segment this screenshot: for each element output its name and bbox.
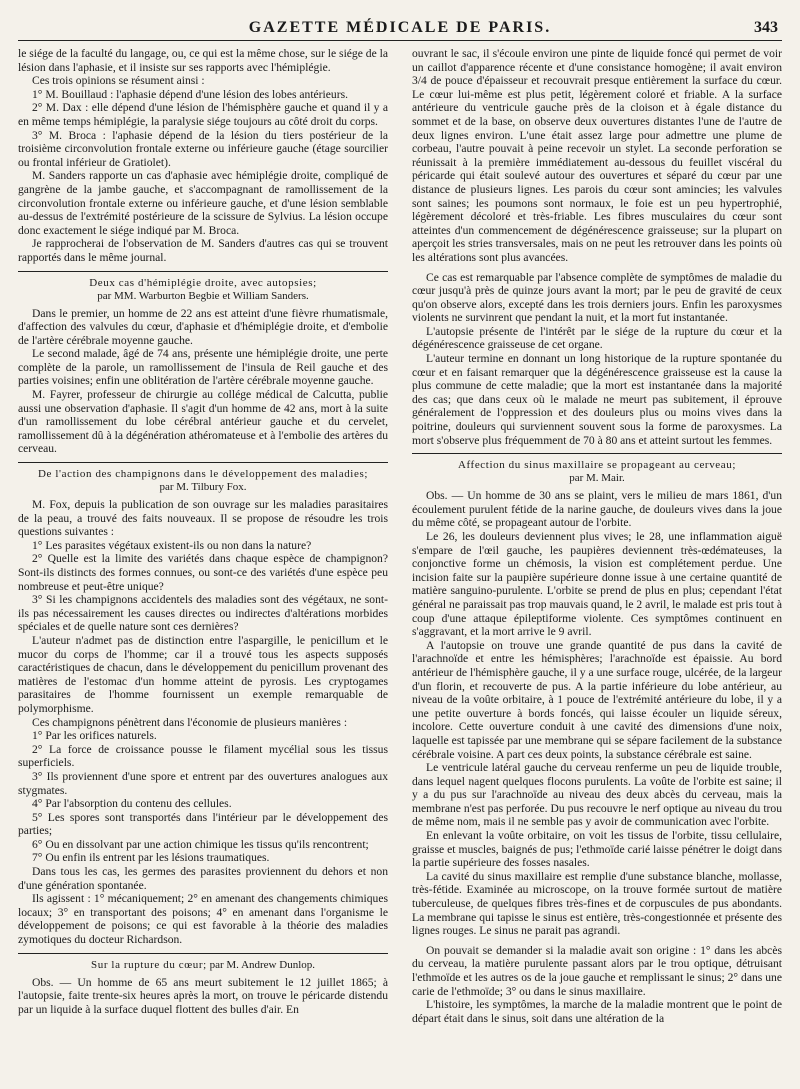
section-authors: par M. Mair. — [569, 472, 625, 485]
paragraph: ouvrant le sac, il s'écoule environ une pinte de liquide foncé qui permet de voir un caillot d'apparence récente et d'une consistance homogène; il avait environ 3/4 de pouce d'épaisseur et recouvrait presque entièrement la surface du cœur. Le cœur lui-même est plus petit, légèrement coloré et friable. A la surface antérieure du ventricule gauche près de la cloison et à égale distance du sommet et de la base, on observe deux ouvertures distantes l'une de l'autre de deux lignes environ. L'une était assez large pour admettre une plume de corbeau, l'autre pouvait à peine recevoir un stylet. La seconde perforation se réunissait à la première immédiatement au-dessous du feuillet viscéral du péricarde qui était soulevé autour des ouvertures et séparé du cœur par une distance de plusieurs lignes. Les parois du cœur sont amincies; les valvules sont saines; les poumons sont normaux, le foie est un peu hypertrophié, légèrement décoloré et très-friable. Les fibres musculaires du cœur sont atteintes d'un commencement de dégénérescence graisseuse; sur la plupart on aperçoit les stries transversales, mais on ne peut les retrouver dans les points où les altérations sont plus avancées. — [412, 47, 782, 264]
list-item: 2° La force de croissance pousse le filament mycélial sous les tissus superficiels. — [18, 742, 388, 770]
paragraph: L'autopsie présente de l'intérêt par le siége de la rupture du cœur et la dégénérescence graisseuse de cet organe. — [412, 324, 782, 352]
section-heading — [18, 462, 388, 494]
page-header — [18, 14, 782, 41]
section-heading — [412, 453, 782, 485]
paragraph: M. Fox, depuis la publication de son ouvrage sur les maladies parasitaires de la peau, a trouvé des faits nouveaux. Il se propose de résoudre les trois questions suivantes : — [18, 498, 388, 539]
list-item: 6° Ou en dissolvant par une action chimique les tissus qu'ils rencontrent; — [32, 837, 369, 851]
section-title: Deux cas d'hémiplégie droite, avec autopsies; — [89, 276, 317, 289]
paragraph: L'auteur termine en donnant un long historique de la rupture spontanée du cœur et en faisant remarquer que la dégénérescence graisseuse est la cause la plus commune de cette maladie; que la mort est instantanée dans la majorité des cas; que dans ceux où le malade ne meurt pas subitement, il éprouve généralement de l'oppression et des douleurs plus ou moins vives dans la poitrine, douleurs qui surviennent souvent sous la forme de paroxysmes. La mort s'observe plus fréquemment de 70 à 80 ans et atteint surtout les femmes. — [412, 352, 782, 447]
paragraph: A l'autopsie on trouve une grande quantité de pus dans la cavité de l'arachnoïde et entre les hémisphères; l'arachnoïde est épaissie. Au bord antérieur de l'hémisphère gauche, il y a une surface rouge, ulcérée, de la largeur d'un florin, et recouverte de pus. A la partie inférieure du lobe antérieur, au niveau de la voûte orbitaire, à 1 pouce de l'extrémité antérieure du lobe, il y a une petite ouverture à bords foncés, qui laisse écouler un liquide séreux, incolore. Cette ouverture conduit à une cavité des dimensions d'une noix, laquelle est tapissée par une membrane qui se sépare facilement de la substance cérébrale voisine. A part ces deux points, la substance cérébrale est saine. — [412, 638, 782, 761]
list-item: 1° M. Bouillaud : l'aphasie dépend d'une lésion des lobes antérieurs. — [32, 87, 348, 101]
section-title: De l'action des champignons dans le développement des maladies; — [38, 468, 368, 481]
list-item: 7° Ou enfin ils entrent par les lésions traumatiques. — [32, 851, 270, 865]
section-heading — [18, 953, 388, 972]
paragraph: Obs. — Un homme de 30 ans se plaint, vers le milieu de mars 1861, d'un écoulement purulent fétide de la narine gauche, de douleurs vives dans la joue du même côté, se propageant autour de l'orbite. — [412, 489, 782, 530]
paragraph: Dans le premier, un homme de 22 ans est atteint d'une fièvre rhumatismale, d'affection des valvules du cœur, d'aphasie et d'hémiplégie droite, et d'embolie de l'artère cérébrale moyenne gauche. — [18, 306, 388, 347]
list-item: 1° Par les orifices naturels. — [32, 729, 157, 743]
two-column-body — [18, 47, 782, 1025]
section-authors: par MM. Warburton Begbie et William Sanders. — [97, 289, 309, 302]
left-column — [18, 47, 388, 1025]
paragraph: On pouvait se demander si la maladie avait son origine : 1° dans les abcès du cerveau, la matière purulente passant alors par le trou optique, détruisant l'ethmoïde et les autres os de la joue gauche et remplissant le sinus; 2° dans une carie de l'ethmoïde; 3° ou dans le sinus maxillaire. — [412, 943, 782, 998]
right-column — [412, 47, 782, 1025]
paragraph: Le ventricule latéral gauche du cerveau renferme un peu de liquide trouble, dans lequel nagent quelques flocons purulents. La voûte de l'orbite est saine; il y a du pus sur l'arachnoïde au niveau des deux abcès du cerveau, mais la membrane n'est pas perforée. Du pus recouvre le nerf optique au niveau du trou de même nom, mais il ne semble pas y avoir de communication avec l'orbite. — [412, 761, 782, 829]
paragraph: En enlevant la voûte orbitaire, on voit les tissus de l'orbite, tissu cellulaire, graisse et muscles, baignés de pus; l'ethmoïde carié laisse pénétrer le doigt dans la partie supérieure des fosses nasales. — [412, 829, 782, 870]
list-item: 3° Si les champignons accidentels des maladies sont des végétaux, ne sont-ils pas nécessairement les causes directes ou indirectes d'altérations morbides spéciales et de quelle nature sont ces dernières? — [18, 593, 388, 634]
paragraph: Dans tous les cas, les germes des parasites proviennent du dehors et non d'une génération spontanée. — [18, 865, 388, 892]
list-item: 3° M. Broca : l'aphasie dépend de la lésion du tiers postérieur de la troisième circonvolution frontale externe ou inférieure gauche (étage sourcilier ou frontal inférieur de Gratiolet). — [18, 128, 388, 169]
journal-title: GAZETTE MÉDICALE DE PARIS. — [248, 19, 552, 36]
section-title: Sur la rupture du cœur; — [91, 958, 207, 971]
paragraph: La cavité du sinus maxillaire est remplie d'une substance blanche, mollasse, très-fétide. Examinée au microscope, on la trouve formée surtout de matière tuberculeuse, de quelques fibres très-fines et de corpuscules de pus abondants. La membrane qui tapisse le sinus est entière, très-congestionnée et présente des lignes rouges. Le sinus ne parait pas agrandi. — [412, 869, 782, 938]
list-item: 3° Ils proviennent d'une spore et entrent par des ouvertures analogues aux stygmates. — [18, 769, 388, 797]
section-authors: par M. Tilbury Fox. — [159, 481, 247, 494]
section-authors: par M. Andrew Dunlop. — [209, 958, 315, 971]
paragraph: M. Fayrer, professeur de chirurgie au collége médical de Calcutta, publie aussi une observation d'aphasie. Il s'agit d'un homme de 42 ans, mort à la suite d'un ramollissement du lobe cérébral antérieur gauche et du cervelet, ramollissement dû à la dégénération athéromateuse et à l'embolie des artères du cerveau. — [18, 388, 388, 456]
paragraph: Le second malade, âgé de 74 ans, présente une hémiplégie droite, une perte complète de la parole, un ramollissement de l'insula de Reil gauche et des parties voisines; enfin une oblitération de l'artère cérébrale moyenne gauche. — [18, 347, 388, 388]
paragraph: Le 26, les douleurs deviennent plus vives; le 28, une inflammation aiguë s'empare de l'œil gauche, les paupières deviennent très-œdémateuses, la conjonctive forme un chémosis, la vision est complétement perdue. Une incision faite sur la paupière supérieure donne issue à une certaine quantité de matière sanguino-purulente. L'orbite se prend de plus en plus; cependant l'état général ne paraissait pas trop mauvais quand, le 2 avril, le malade est pris tout à coup d'une attaque épileptiforme violente. Ces symptômes continuent en s'aggravant, et la mort arrive le 9 avril. — [412, 530, 782, 639]
list-item: 4° Par l'absorption du contenu des cellules. — [32, 797, 232, 811]
paragraph: L'histoire, les symptômes, la marche de la maladie montrent que le point de départ était dans le sinus, soit dans une altération de la — [412, 998, 782, 1025]
paragraph: Ces champignons pénètrent dans l'économie de plusieurs manières : — [32, 715, 348, 729]
list-item: 5° Les spores sont transportés dans l'intérieur par le développement des parties; — [18, 810, 388, 838]
paragraph: Obs. — Un homme de 65 ans meurt subitement le 12 juillet 1865; à l'autopsie, faite trente-six heures après la mort, on trouve le péricarde distendu par un liquide à la surface duquel flottent des bulles d'air. En — [18, 975, 388, 1016]
paragraph: Je rapprocherai de l'observation de M. Sanders d'autres cas qui se trouvent rapportés dans le même journal. — [18, 237, 388, 264]
list-item: 2° M. Dax : elle dépend d'une lésion de l'hémisphère gauche et quand il y a en même temps hémiplégie, la paralysie siége toujours au côté droit du corps. — [18, 101, 388, 128]
paragraph: le siége de la faculté du langage, ou, ce qui est la même chose, sur le siége de la lésion dans l'aphasie, et il insiste sur ses rapports avec l'hémiplégie. — [18, 47, 388, 74]
paragraph: Ils agissent : 1° mécaniquement; 2° en amenant des changements chimiques locaux; 3° en transportant des poisons; 4° en amenant dans l'organisme le développement de poisons; ce qui est favorable à la théorie des maladies zymotiques du docteur Richardson. — [18, 892, 388, 947]
section-title: Affection du sinus maxillaire se propageant au cerveau; — [457, 459, 737, 472]
paragraph: M. Sanders rapporte un cas d'aphasie avec hémiplégie droite, compliqué de gangrène de la jambe gauche, et s'accompagnant de ramollissement de la circonvolution frontale externe ou inférieure gauche, et d'une lésion semblable au-dessus de l'extrémité postérieure de la scissure de Sylvius. La lésion occupe donc exactement le siége indiqué par M. Broca. — [18, 169, 388, 237]
paragraph: Ce cas est remarquable par l'absence complète de symptômes de maladie du cœur jusqu'à près de quinze jours avant la mort; par le peu de gravité de ceux qu'on observe alors, excepté dans les trois derniers jours. Enfin les paroxysmes violents ne survinrent que pendant la nuit, et la mort fut instantanée. — [412, 270, 782, 325]
list-item: 1° Les parasites végétaux existent-ils ou non dans la nature? — [32, 538, 312, 552]
paragraph: L'auteur n'admet pas de distinction entre l'aspargille, le penicillum et le mucor du corps de l'homme; car il a trouvé tous les aspects supposés caractéristiques de chacun, dans le développement du penicillum provenant des matières de l'estomac d'un homme atteint de pyrosis. Les cryptogames parasitaires de l'homme fournissent un exemple remarquable de polymorphisme. — [18, 633, 388, 715]
section-heading — [18, 271, 388, 303]
paragraph: Ces trois opinions se résument ainsi : — [32, 74, 205, 88]
page-number: 343 — [754, 19, 778, 36]
list-item: 2° Quelle est la limite des variétés dans chaque espèce de champignon? Sont-ils distincts des formes connues, ou sont-ce des variétés d'une espèce peu nombreuse et peut-être unique? — [18, 552, 388, 593]
